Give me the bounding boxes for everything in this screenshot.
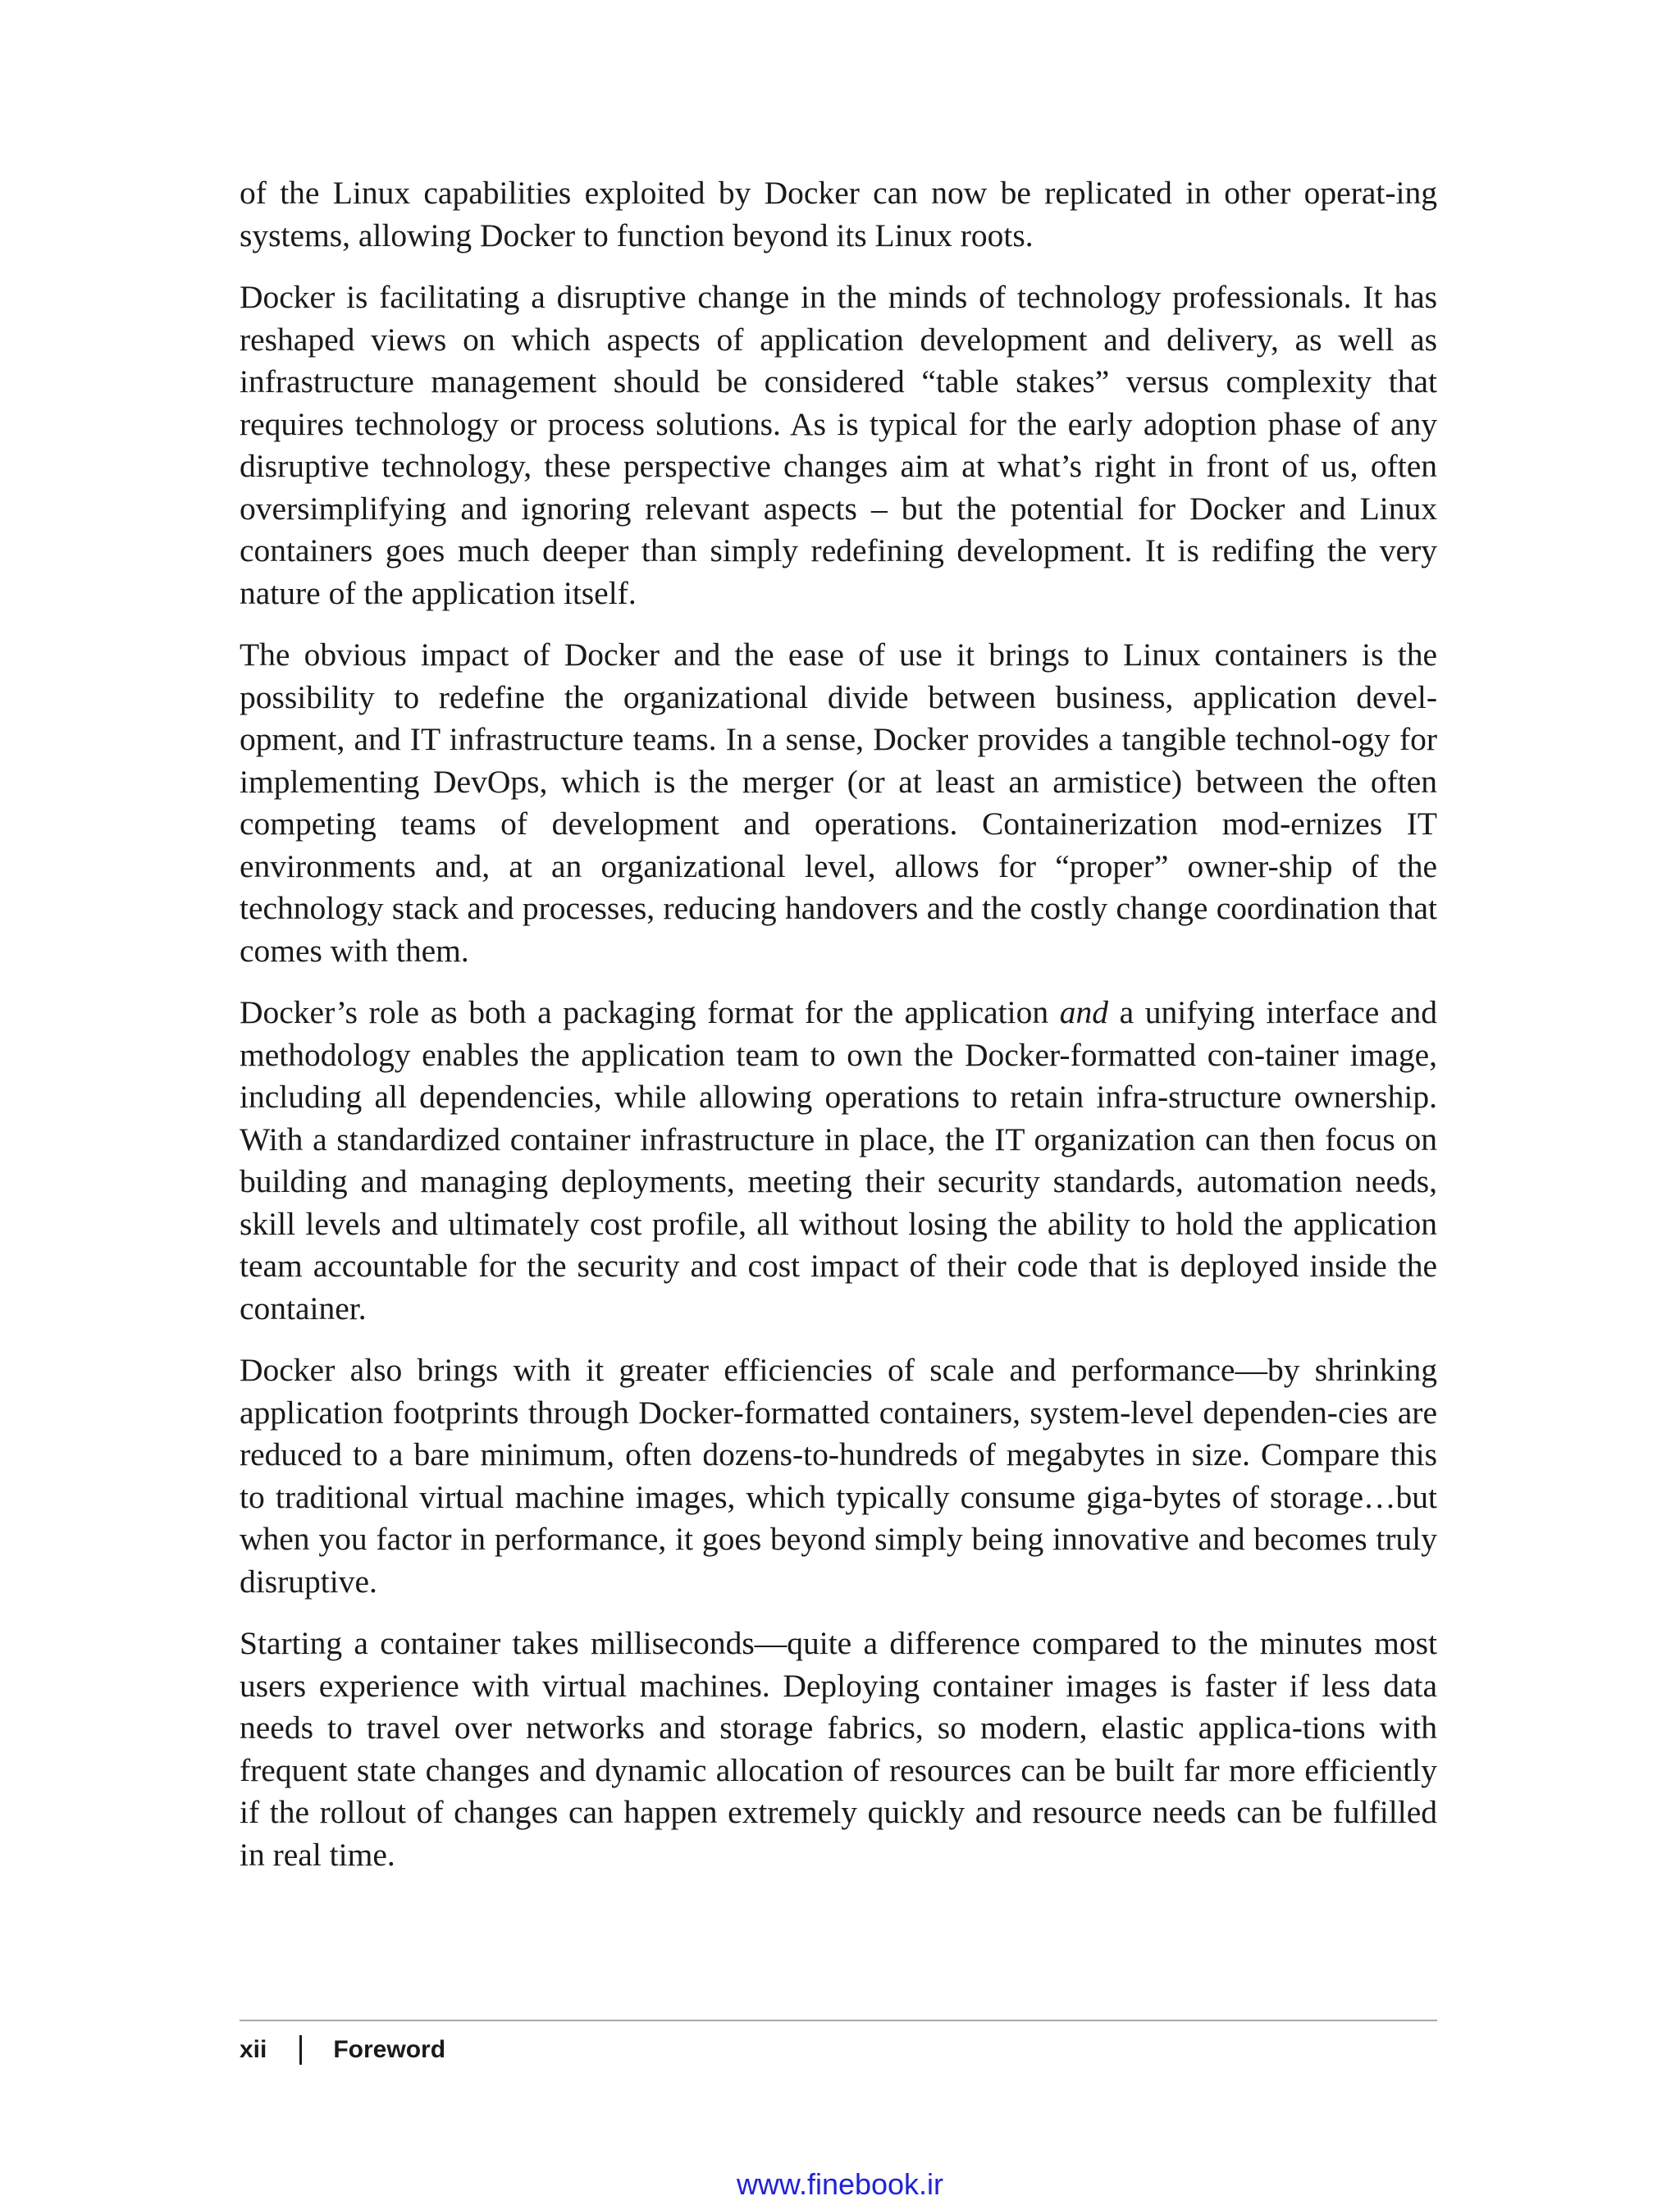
footer-separator: [299, 2035, 302, 2065]
paragraph-1: of the Linux capabilities exploited by Docker can now be replicated in other operat-ing systems, allowing Docker to function beyond its Linux roots.: [240, 175, 1437, 253]
paragraph-2: Docker is facilitating a disruptive change in the minds of technology professionals. It has reshaped views on which aspects of application development and delivery, as well as infrastructure management should be considered “table stakes” versus complexity that requires technology or process solutions. As is typical for the early adoption phase of any disruptive technology, these perspective changes aim at what’s right in front of us, often oversimplifying and ignoring relevant aspects – but the potential for Docker and Linux containers goes much deeper than simply redefining development. It is redifing the very nature of the application itself.: [240, 279, 1437, 611]
paragraph-5: Docker also brings with it greater efficiencies of scale and performance—by shrinking application footprints through Docker-formatted containers, system-level dependen-cies are reduced to a bare minimum, often dozens-to-hundreds of megabytes in size. Compare this to traditional virtual machine images, which typically consume giga-bytes of storage…but when you factor in performance, it goes beyond simply being innovative and becomes truly disruptive.: [240, 1352, 1437, 1600]
body-text: [240, 172, 1437, 1896]
paragraph-3: The obvious impact of Docker and the ease of use it brings to Linux containers is the possibility to redefine the organizational divide between business, application devel-opment, and IT infrastructure teams. In a sense, Docker provides a tangible technol-ogy for implementing DevOps, which is the merger (or at least an armistice) between the often competing teams of development and operations. Containerization mod-ernizes IT environments and, at an organizational level, allows for “proper” owner-ship of the technology stack and processes, reducing handovers and the costly change coordination that comes with them.: [240, 637, 1437, 969]
paragraph-4: [240, 992, 1437, 1330]
section-title: Foreword: [333, 2036, 446, 2063]
emphasis-and: and: [1059, 994, 1108, 1030]
paragraph-4-start: Docker’s role as both a packaging format for the application: [240, 994, 1060, 1030]
page-number: xii: [240, 2036, 267, 2063]
footer-divider: [240, 2020, 1437, 2021]
page-footer: [240, 2029, 445, 2070]
watermark-link[interactable]: www.finebook.ir: [736, 2167, 944, 2201]
paragraph-6: Starting a container takes milliseconds—quite a difference compared to the minutes most users experience with virtual machines. Deploying container images is faster if less data needs to travel over networks and storage fabrics, so modern, elastic applica-tions with frequent state changes and dynamic allocation of resources can be built far more efficiently if the rollout of changes can happen extremely quickly and resource needs can be fulfilled in real time.: [240, 1625, 1437, 1873]
paragraph-4-end: a unifying interface and methodology enables the application team to own the Docker-formatted con-tainer image, including all dependencies, while allowing operations to retain infra-structure ownership. With a standardized container infrastructure in place, the IT organization can then focus on building and managing deployments, meeting their security standards, automation needs, skill levels and ultimately cost profile, all without losing the ability to hold the application team accountable for the security and cost impact of their code that is deployed inside the container.: [240, 994, 1437, 1326]
